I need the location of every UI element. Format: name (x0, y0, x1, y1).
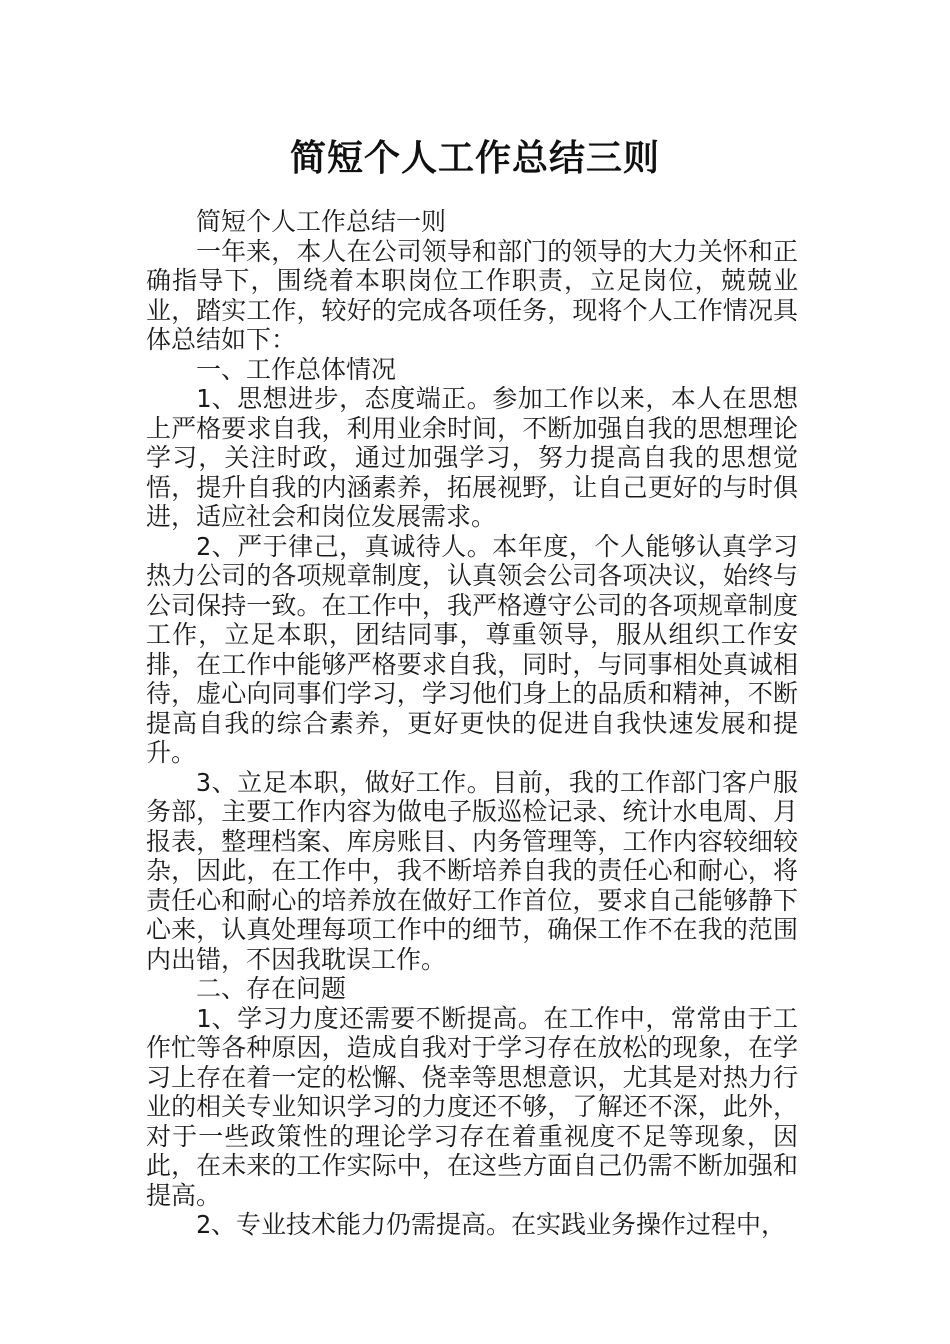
section-heading-problems: 二、存在问题 (196, 974, 347, 1003)
paragraph-intro: 一年来，本人在公司领导和部门的领导的大力关怀和正确指导下，围绕着本职岗位工作职责，立足岗位，兢兢业业，踏实工作，较好的完成各项任务，现将个人工作情况具体总结如下： (146, 236, 798, 354)
paragraph-problem-1: 1、学习力度还需要不断提高。在工作中，常常由于工作忙等各种原因，造成自我对于学习存在放松的现象，在学习上存在着一定的松懈、侥幸等思想意识，尤其是对热力行业的相关专业知识学习的力度还不够，了解还不深，此外，对于一些政策性的理论学习存在着重视度不足等现象，因此，在未来的工作实际中，在这些方面自己仍需不断加强和提高。 (146, 1003, 798, 1210)
paragraph-subtitle: 简短个人工作总结一则 (196, 207, 447, 236)
document-title: 简短个人工作总结三则 (289, 137, 660, 179)
paragraph-problem-2: 2、专业技术能力仍需提高。在实践业务操作过程中， (196, 1210, 787, 1239)
paragraph-item-2: 2、严于律己，真诚待人。本年度，个人能够认真学习热力公司的各项规章制度，认真领会公司各项决议，始终与公司保持一致。在工作中，我严格遵守公司的各项规章制度工作，立足本职，团结同事，尊重领导，服从组织工作安排，在工作中能够严格要求自我，同时，与同事相处真诚相待，虚心向同事们学习，学习他们身上的品质和精神，不断提高自我的综合素养，更好更快的促进自我快速发展和提升。 (146, 531, 798, 767)
document-body (146, 207, 798, 1240)
section-heading-overall: 一、工作总体情况 (196, 354, 397, 384)
paragraph-item-1: 1、思想进步，态度端正。参加工作以来，本人在思想上严格要求自我，利用业余时间，不断加强自我的思想理论学习，关注时政，通过加强学习，努力提高自我的思想觉悟，提升自我的内涵素养，拓展视野，让自己更好的与时俱进，适应社会和岗位发展需求。 (146, 384, 798, 531)
paragraph-item-3: 3、立足本职，做好工作。目前，我的工作部门客户服务部，主要工作内容为做电子版巡检记录、统计水电周、月报表，整理档案、库房账目、内务管理等，工作内容较细较杂，因此，在工作中，我不断培养自我的责任心和耐心，将责任心和耐心的培养放在做好工作首位，要求自己能够静下心来，认真处理每项工作中的细节，确保工作不在我的范围内出错，不因我耽误工作。 (146, 767, 798, 974)
